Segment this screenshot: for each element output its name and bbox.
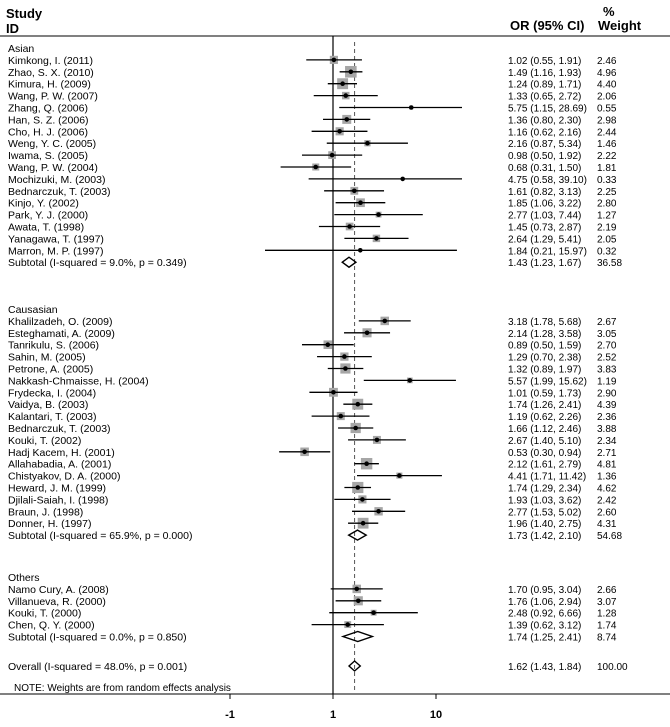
or-ci-value: 2.12 (1.61, 2.79) [508,459,582,471]
or-ci-value: 1.24 (0.89, 1.71) [508,79,582,91]
or-ci-value: 0.98 (0.50, 1.92) [508,151,582,163]
header-id: ID [6,21,19,36]
point-estimate [358,200,363,205]
point-estimate [354,587,359,592]
study-label: Kimura, H. (2009) [8,78,91,91]
weight-value: 2.71 [597,447,617,459]
or-ci-value: 2.77 (1.03, 7.44) [508,210,582,222]
or-ci-value: 0.89 (0.50, 1.59) [508,340,582,352]
or-ci-value: 1.70 (0.95, 3.04) [508,584,582,596]
study-label: Kinjo, Y. (2002) [8,197,79,210]
x-tick-label: -1 [225,709,235,721]
subtotal-weight: 36.58 [597,258,623,270]
study-label: Esteghamati, A. (2009) [8,327,115,340]
or-ci-value: 0.68 (0.31, 1.50) [508,163,582,174]
group-label: Causasian [8,304,58,316]
x-tick-label: 10 [429,709,443,721]
or-ci-value: 4.75 (0.58, 39.10) [508,174,587,186]
weight-value: 2.90 [597,388,617,400]
weight-value: 2.66 [597,584,617,596]
weight-value: 3.88 [597,424,617,435]
or-ci-value: 1.84 (0.21, 15.97) [508,246,587,258]
weight-value: 2.52 [597,352,617,364]
study-label: Kimkong, I. (2011) [8,54,94,67]
weight-value: 4.31 [597,519,617,531]
weight-value: 2.34 [597,435,617,447]
study-label: Park, Y. J. (2000) [8,209,89,222]
or-ci-value: 1.76 (1.06, 2.94) [508,596,582,608]
subtotal-label: Subtotal (I-squared = 65.9%, p = 0.000) [8,530,193,543]
weight-value: 2.19 [597,222,617,234]
weight-value: 4.39 [597,400,617,412]
study-label: Kouki, T. (2000) [8,607,82,620]
weight-value: 1.19 [597,376,617,388]
point-estimate [340,81,345,86]
point-estimate [374,236,379,241]
weight-value: 2.22 [597,151,617,163]
study-label: Hadj Kacem, H. (2001) [8,446,115,459]
group-label: Asian [8,43,35,55]
study-label: Petrone, A. (2005) [8,363,94,376]
subtotal-or-ci: 1.74 (1.25, 2.41) [508,632,582,644]
chart-marks [0,36,670,721]
point-estimate [342,354,347,359]
header-or: OR (95% CI) [510,18,585,33]
point-estimate [330,153,335,158]
weight-value: 1.74 [597,620,617,632]
point-estimate [355,485,360,490]
or-ci-value: 1.93 (1.03, 3.62) [508,495,582,507]
weight-value: 1.28 [597,608,617,620]
or-ci-value: 1.02 (0.55, 1.91) [508,55,582,67]
study-label: Bednarczuk, T. (2003) [8,185,111,198]
point-estimate [338,414,343,419]
or-ci-value: 1.85 (1.06, 3.22) [508,198,582,210]
point-estimate [365,331,370,336]
or-ci-value: 1.96 (1.40, 2.75) [508,519,582,531]
or-ci-value: 1.74 (1.29, 2.34) [508,483,582,495]
or-ci-value: 5.57 (1.99, 15.62) [508,376,587,388]
weight-value: 0.33 [597,174,617,186]
or-ci-value: 1.29 (0.70, 2.38) [508,352,582,364]
point-estimate [331,390,336,395]
header-weight: Weight [598,18,642,33]
point-estimate [375,438,380,443]
study-label: Allahabadia, A. (2001) [8,458,112,471]
weight-value: 4.96 [597,67,617,79]
study-label: Vaidya, B. (2003) [8,399,89,412]
point-estimate [376,509,381,514]
point-estimate [347,224,352,229]
study-label: Weng, Y. C. (2005) [8,138,97,151]
or-ci-value: 0.53 (0.30, 0.94) [508,447,582,459]
or-ci-value: 1.19 (0.62, 2.26) [508,412,582,424]
point-estimate [352,189,357,194]
point-estimate [353,426,358,431]
or-ci-value: 2.64 (1.29, 5.41) [508,234,582,246]
study-label: Kalantari, T. (2003) [8,411,97,424]
study-label: Iwama, S. (2005) [8,150,88,163]
point-estimate [376,212,381,217]
weight-value: 3.05 [597,328,617,340]
study-label: Khalilzadeh, O. (2009) [8,315,113,328]
subtotal-weight: 54.68 [597,531,623,543]
or-ci-value: 2.48 (0.92, 6.66) [508,608,582,620]
group-label: Others [8,572,40,584]
point-estimate [337,129,342,134]
point-estimate [343,366,348,371]
point-estimate [355,402,360,407]
point-estimate [400,177,405,182]
weight-value: 2.98 [597,115,617,127]
weight-value: 4.40 [597,79,617,91]
point-estimate [343,93,348,98]
weight-value: 0.32 [597,246,617,258]
study-label: Kouki, T. (2002) [8,434,82,447]
point-estimate [302,450,307,455]
weight-value: 2.05 [597,234,617,246]
or-ci-value: 1.74 (1.26, 2.41) [508,400,582,412]
or-ci-value: 1.61 (0.82, 3.13) [508,186,582,198]
subtotal-diamond [349,530,367,540]
or-ci-value: 2.14 (1.28, 3.58) [508,328,582,340]
study-label: Zhang, Q. (2006) [8,102,88,115]
or-ci-value: 4.41 (1.71, 11.42) [508,471,587,483]
point-estimate [325,342,330,347]
weight-value: 2.80 [597,198,617,210]
study-label: Tanrikulu, S. (2006) [8,339,100,352]
weight-value: 4.62 [597,483,617,495]
point-estimate [344,117,349,122]
or-ci-value: 1.32 (0.89, 1.97) [508,364,582,376]
study-label: Nakkash-Chmaisse, H. (2004) [8,375,149,388]
point-estimate [332,58,337,63]
weight-value: 0.55 [597,103,617,115]
overall-label: Overall (I-squared = 48.0%, p = 0.001) [8,661,188,673]
weight-value: 2.67 [597,316,617,328]
study-label: Frydecka, I. (2004) [8,387,97,400]
study-label: Marron, M. P. (1997) [8,245,104,258]
study-label: Heward, J. M. (1999) [8,482,107,495]
weight-value: 1.27 [597,210,617,222]
point-estimate [313,165,318,170]
study-label: Chistyakov, D. A. (2000) [8,470,121,483]
or-ci-value: 2.16 (0.87, 5.34) [508,139,582,151]
weight-value: 3.07 [597,596,617,608]
weight-value: 2.70 [597,340,617,352]
weight-value: 1.81 [597,163,617,174]
subtotal-weight: 8.74 [597,632,617,644]
point-estimate [397,473,402,478]
study-label: Namo Cury, A. (2008) [8,583,109,596]
weight-value: 1.36 [597,471,617,483]
weight-value: 2.44 [597,127,617,139]
point-estimate [371,610,376,615]
study-label: Mochizuki, M. (2003) [8,173,106,186]
header-percent: % [603,4,615,19]
or-ci-value: 1.49 (1.16, 1.93) [508,67,582,79]
point-estimate [349,70,354,75]
subtotal-or-ci: 1.43 (1.23, 1.67) [508,258,582,270]
point-estimate [360,497,365,502]
weight-value: 2.46 [597,55,617,67]
point-estimate [409,105,414,110]
weights-note: NOTE: Weights are from random effects analysis [14,683,231,694]
study-label: Wang, P. W. (2007) [8,90,98,103]
or-ci-value: 1.36 (0.80, 2.30) [508,115,582,127]
subtotal-diamond [342,257,356,267]
study-label: Zhao, S. X. (2010) [8,66,94,79]
study-label: Yanagawa, T. (1997) [8,233,104,246]
point-estimate [356,599,361,604]
study-label: Han, S. Z. (2006) [8,114,89,127]
weight-value: 2.06 [597,91,617,103]
weight-value: 3.83 [597,364,617,376]
overall-or-ci: 1.62 (1.43, 1.84) [508,662,582,673]
or-ci-value: 1.33 (0.65, 2.72) [508,91,582,103]
point-estimate [361,521,366,526]
or-ci-value: 1.39 (0.62, 3.12) [508,620,582,632]
or-ci-value: 1.01 (0.59, 1.73) [508,388,582,400]
study-label: Donner, H. (1997) [8,518,92,531]
weight-value: 2.42 [597,495,617,507]
point-estimate [358,248,363,253]
study-label: Villanueva, R. (2000) [8,595,106,608]
subtotal-or-ci: 1.73 (1.42, 2.10) [508,531,582,543]
weight-value: 2.60 [597,507,617,519]
weight-value: 2.36 [597,412,617,424]
point-estimate [365,141,370,146]
subtotal-label: Subtotal (I-squared = 0.0%, p = 0.850) [8,631,187,644]
or-ci-value: 1.66 (1.12, 2.46) [508,424,582,435]
point-estimate [382,319,387,324]
overall-weight: 100.00 [597,662,628,673]
or-ci-value: 2.67 (1.40, 5.10) [508,435,582,447]
header-study: Study [6,6,43,21]
study-label: Bednarczuk, T. (2003) [8,423,111,435]
weight-value: 4.81 [597,459,617,471]
point-estimate [408,378,413,383]
or-ci-value: 1.16 (0.62, 2.16) [508,127,582,139]
point-estimate [364,461,369,466]
weight-value: 1.46 [597,139,617,151]
study-label: Sahin, M. (2005) [8,351,86,364]
study-label: Wang, P. W. (2004) [8,162,98,174]
study-label: Djilali-Saiah, I. (1998) [8,494,109,507]
point-estimate [345,622,350,627]
study-label: Cho, H. J. (2006) [8,126,88,139]
weight-value: 2.25 [597,186,617,198]
subtotal-label: Subtotal (I-squared = 9.0%, p = 0.349) [8,257,187,270]
or-ci-value: 3.18 (1.78, 5.68) [508,316,582,328]
x-tick-label: 1 [329,709,337,721]
or-ci-value: 5.75 (1.15, 28.69) [508,103,587,115]
or-ci-value: 2.77 (1.53, 5.02) [508,507,582,519]
study-label: Braun, J. (1998) [8,506,84,519]
or-ci-value: 1.45 (0.73, 2.87) [508,222,582,234]
study-label: Awata, T. (1998) [8,221,85,234]
column-headers [6,4,642,36]
study-label: Chen, Q. Y. (2000) [8,619,95,632]
subtotal-diamond [343,632,372,642]
